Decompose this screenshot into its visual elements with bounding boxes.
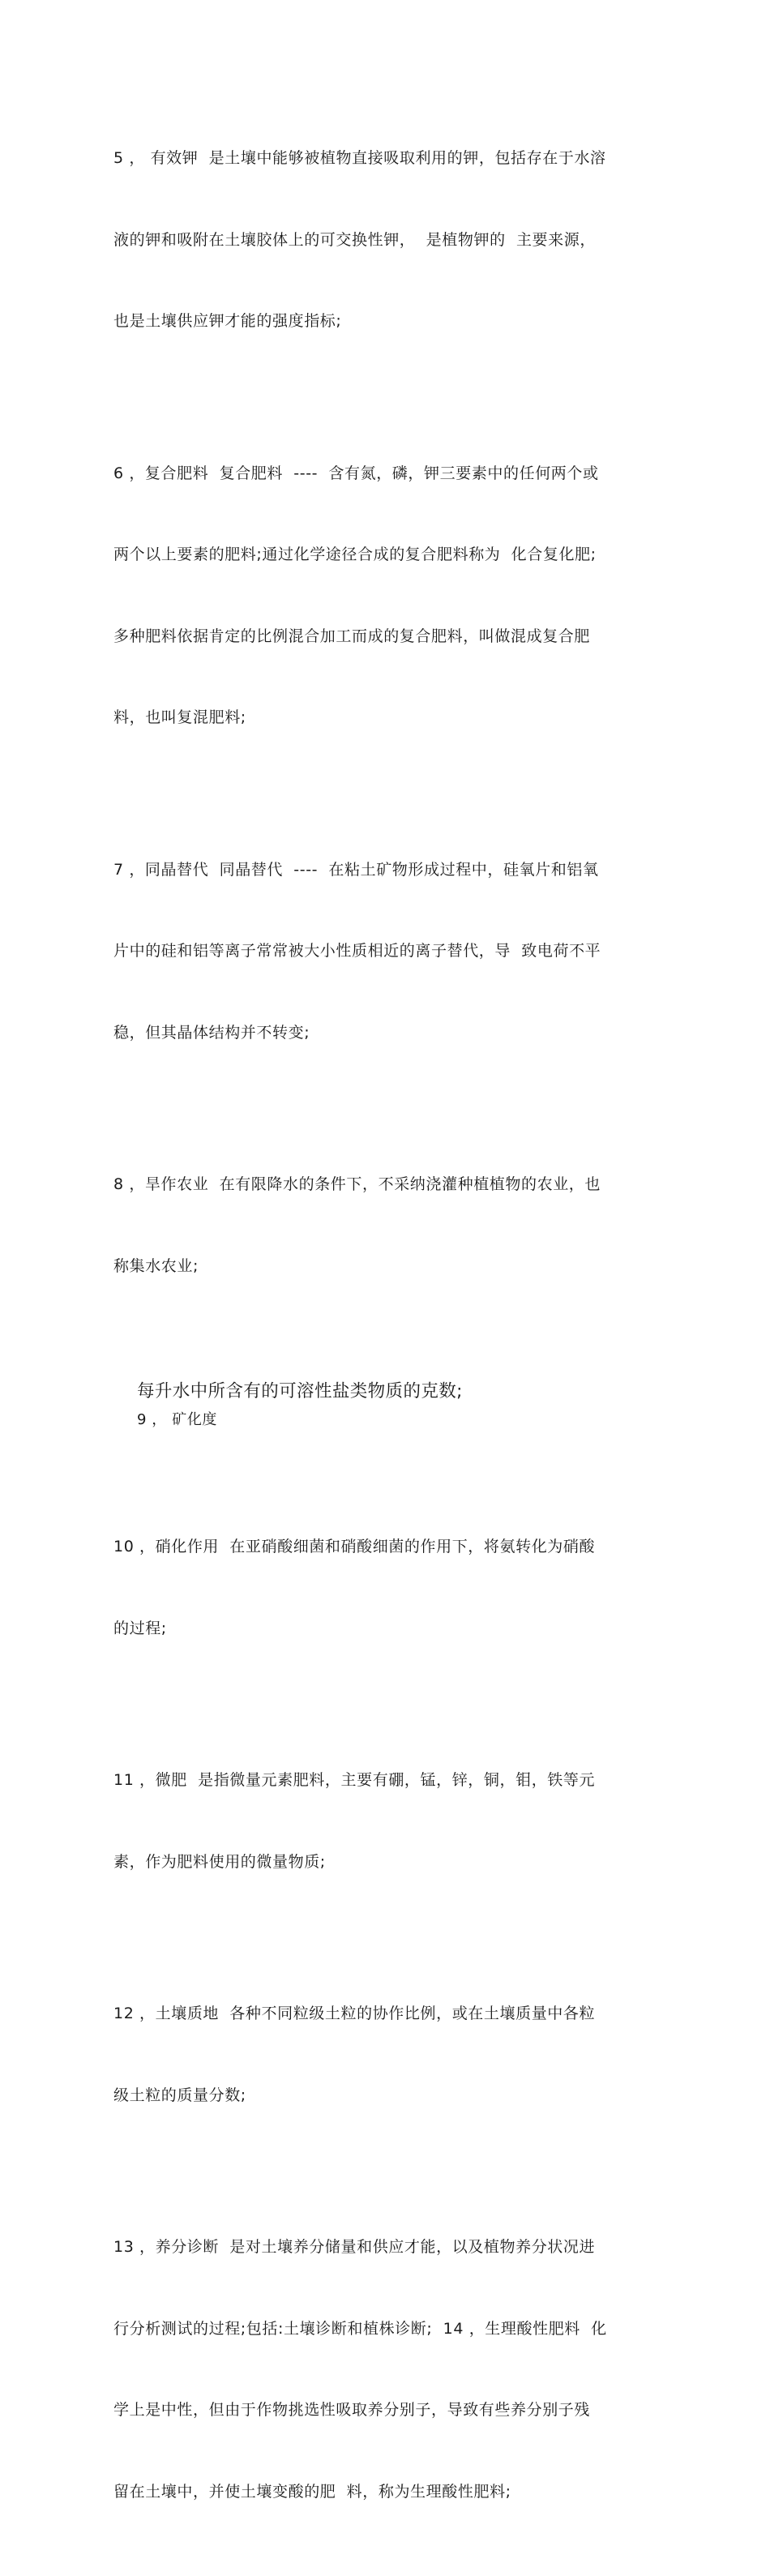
text-line: 12 ，土壤质地 各种不同粒级土粒的协作比例，或在土壤质量中各粒 [113, 2005, 596, 2022]
text-line: 13 ，养分诊断 是对土壤养分储量和供应才能，以及植物养分状况进 [113, 2238, 596, 2256]
text-line: 片中的硅和铝等离子常常被大小性质相近的离子替代，导 致电荷不平 [113, 942, 601, 960]
text-line: 8 ，旱作农业 在有限降水的条件下，不采纳浇灌种植植物的农业，也 [113, 1175, 601, 1193]
text-line: 留在土壤中，并使土壤变酸的肥 料，称为生理酸性肥料; [113, 2482, 511, 2501]
text-line: 两个以上要素的肥料;通过化学途径合成的复合肥料称为 化合复化肥; [113, 546, 597, 563]
text-line: 稳，但其晶体结构并不转变; [113, 1023, 310, 1042]
paragraph-6 [113, 406, 658, 786]
text-line: 行分析测试的过程;包括:土壤诊断和植株诊断; 14 ，生理酸性肥料 化 [113, 2319, 607, 2338]
text-line: 的过程; [113, 1619, 167, 1637]
paragraph-8 [113, 1117, 658, 1334]
text-line: 多种肥料依据肯定的比例混合加工而成的复合肥料，叫做混成复合肥 [113, 627, 591, 645]
document-page [113, 91, 658, 2576]
text-line: 素，作为肥料使用的微量物质; [113, 1852, 326, 1871]
paragraph-12 [113, 1946, 658, 2163]
text-line: 11 ，微肥 是指微量元素肥料，主要有硼，锰，锌，铜，钼，铁等元 [113, 1771, 596, 1789]
term-label: 9 ， 矿化度 [136, 1411, 218, 1428]
text-line: 学上是中性，但由于作物挑选性吸取养分别子，导致有些养分别子残 [113, 2401, 591, 2419]
text-line: 称集水农业; [113, 1256, 199, 1275]
text-line: 料，也叫复混肥料; [113, 708, 246, 726]
text-line: 也是土壤供应钾才能的强度指标; [113, 312, 342, 330]
heading-text: 每升水中所含有的可溶性盐类物质的克数; [136, 1381, 463, 1401]
text-line: 7 ，同晶替代 同晶替代 ---- 在粘土矿物形成过程中，硅氧片和铝氧 [113, 860, 599, 879]
text-line: 级土粒的质量分数; [113, 2086, 246, 2104]
text-line: 6 ，复合肥料 复合肥料 ---- 含有氮，磷，钾三要素中的任何两个或 [113, 464, 599, 482]
paragraph-5 [113, 91, 658, 390]
text-line: 10 ，硝化作用 在亚硝酸细菌和硝酸细菌的作用下，将氨转化为硝酸 [113, 1538, 596, 1555]
paragraph-10 [113, 1479, 658, 1697]
text-line: 液的钾和吸附在土壤胶体上的可交换性钾， 是植物钾的 主要来源， [113, 230, 596, 249]
paragraph-13 [113, 2180, 658, 2560]
text-line: 5 ， 有效钾 是土壤中能够被植物直接吸取利用的钾，包括存在于水溶 [113, 149, 606, 167]
paragraph-7 [113, 802, 658, 1102]
paragraph-9 [113, 1350, 658, 1461]
paragraph-11 [113, 1713, 658, 1930]
